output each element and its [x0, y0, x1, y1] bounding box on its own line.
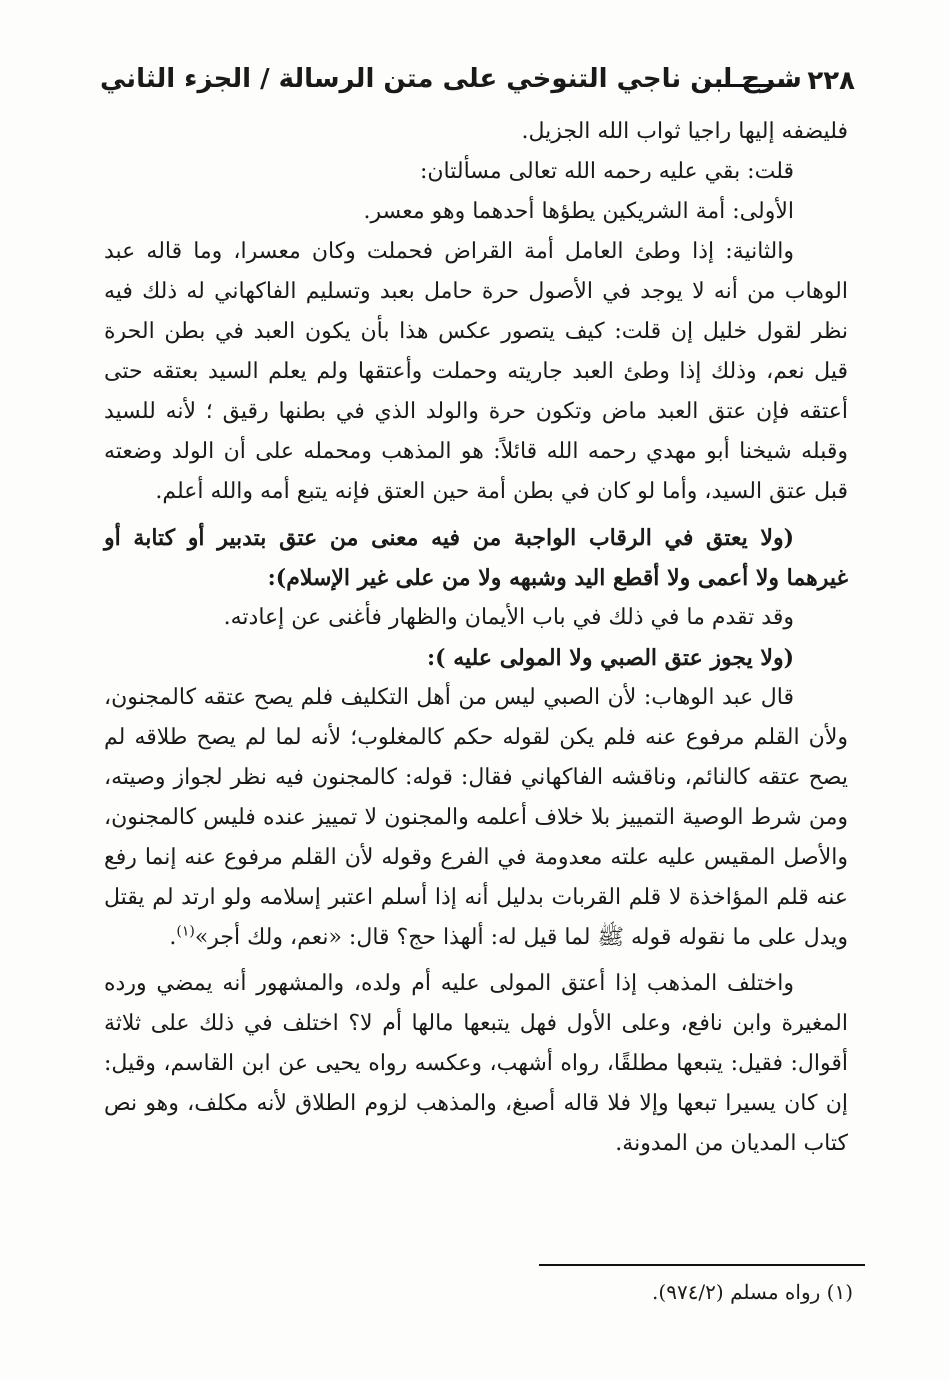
matn-paragraph-2: (ولا يجوز عتق الصبي ولا المولى عليه ):	[427, 645, 794, 671]
footnote-separator	[539, 1264, 865, 1266]
paragraph-4: والثانية: إذا وطئ العامل أمة القراض فحملت وكان معسرا، وما قاله عبد الوهاب من أنه لا يوجد في الأصول حرة حامل بعبد وتسليم الفاكهاني له ذلك فيه نظر لقول خليل إن قلت: كيف يتصور عكس هذا بأن يكون العبد في بطن الحرة قيل نعم، وذلك إذا وطئ العبد جاريته وحملت وأعتقها ولم يعلم السيد بعتقه حتى أعتقه فإن عتق العبد ماض وتكون حرة والولد الذي في بطنها رقيق ؛ لأنه للسيد وقبله شيخنا أبو مهدي رحمه الله قائلاً: هو المذهب ومحمله على أن الولد وضعته قبل عتق السيد، وأما لو كان في بطن أمة حين العتق فإنه يتبع أمه والله أعلم.	[104, 239, 848, 504]
paragraph-3: الأولى: أمة الشريكين يطؤها أحدهما وهو معسر.	[363, 199, 794, 224]
paragraph-8-end: .	[169, 925, 177, 950]
matn-paragraph-1: (ولا يعتق في الرقاب الواجبة من فيه معنى من عتق بتدبير أو كتابة أو غيرهما ولا أعمى ولا أقطع اليد وشبهه ولا من على غير الإسلام):	[104, 525, 848, 591]
footnote: (١) رواه مسلم (٩٧٤/٢).	[652, 1280, 853, 1304]
page-number: ٢٢٨	[807, 66, 855, 96]
footnote-reference: (١)	[176, 923, 195, 940]
paragraph-8	[104, 678, 848, 958]
paragraph-9: واختلف المذهب إذا أعتق المولى عليه أم ولده، والمشهور أنه يمضي ورده المغيرة وابن نافع، وعلى الأول فهل يتبعها مالها أم لا؟ اختلف في ذلك على ثلاثة أقوال: فقيل: يتبعها مطلقًا، رواه أشهب، وعكسه رواه يحيى عن ابن القاسم، وقيل: إن كان يسيرا تبعها وإلا فلا قاله أصبغ، والمذهب لزوم الطلاق لأنه مكلف، وهو نص كتاب المديان من المدونة.	[104, 971, 848, 1156]
paragraph-2: قلت: بقي عليه رحمه الله تعالى مسألتان:	[419, 159, 794, 184]
paragraph-1: فليضفه إليها راجيا ثواب الله الجزيل.	[521, 119, 848, 144]
paragraph-8-text: قال عبد الوهاب: لأن الصبي ليس من أهل التكليف فلم يصح عتقه كالمجنون، ولأن القلم مرفوع عنه فلم يكن لقوله حكم كالمغلوب؛ لأنه لما لم يصح طلاقه لم يصح عتقه كالنائم، وناقشه الفاكهاني فقال: قوله: كالمجنون فيه نظر لجواز وصيته، ومن شرط الوصية التمييز بلا خلاف أعلمه والمجنون لا تمييز عنده فليس كالمجنون، والأصل المقيس عليه علته معدومة في الفرع وقوله لأن القلم مرفوع عنه إنما رفع عنه قلم المؤاخذة لا قلم القربات بدليل أنه إذا أسلم اعتبر إسلامه ولو ارتد لم يقتل ويدل على ما نقوله قوله ﷺ لما قيل له: ألهذا حج؟ قال: «نعم، ولك أجر»	[104, 685, 848, 950]
paragraph-6: وقد تقدم ما في ذلك في باب الأيمان والظهار فأغنى عن إعادته.	[223, 605, 794, 630]
body-text	[104, 112, 848, 1164]
running-title: شرح ابن ناجي التنوخي على متن الرسالة / الجزء الثاني	[100, 64, 802, 94]
page-header	[100, 60, 855, 108]
